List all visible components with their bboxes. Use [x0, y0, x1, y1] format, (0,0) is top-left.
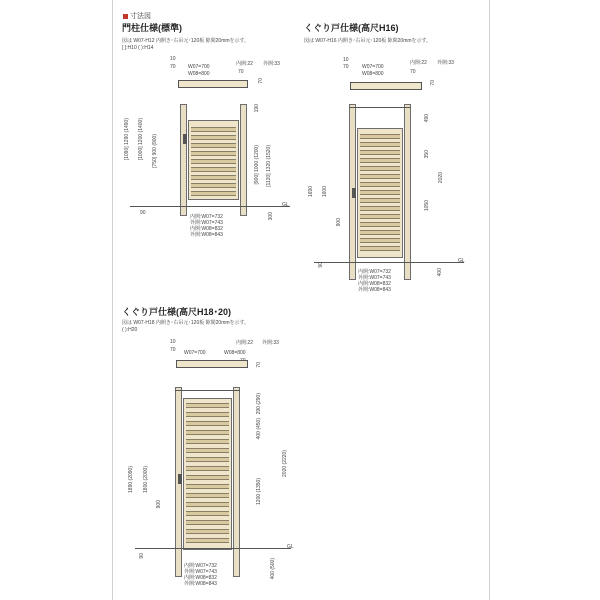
dim-left-low: 900	[336, 218, 342, 227]
dim-left-total: [1090] 1290 (1490)	[124, 118, 130, 161]
dim-left-base: 90	[139, 553, 145, 559]
gl-label: GL	[282, 202, 289, 208]
dim-left-height: 1600	[322, 186, 328, 198]
top-rail	[175, 390, 240, 391]
top-rail	[349, 107, 411, 108]
kuguri16-note: 図は W07-H16 内開き･右吊元･120板 隙間20mmを示す。	[304, 38, 432, 44]
dim-right-all: 2020	[438, 172, 444, 184]
kuguri18-note: 図は W07-H18 内開き･右吊元･120板 隙間20mmを示す。	[122, 320, 250, 326]
dim-left-total: 1890 (2090)	[128, 466, 134, 493]
dim-right-all: [1120] 1320 (1520)	[266, 145, 272, 187]
dim-left-base: 90	[140, 210, 146, 216]
gl-label: GL	[458, 258, 465, 264]
gate-panel	[188, 120, 239, 200]
handle-icon	[352, 188, 356, 198]
kuguri16-spec: 内開:W07=732 外開:W07=743 内開:W08=832 外開:W08=843	[358, 269, 391, 293]
dim-w07: W07=700	[184, 350, 206, 356]
dim-inner22: 内開:22	[236, 61, 253, 67]
top-view-gate	[350, 82, 422, 90]
dim-10: 10	[170, 56, 176, 62]
dim-outer33: 外開:33	[437, 60, 454, 66]
dim-w08: W08=800	[188, 71, 210, 77]
dim-w07: W07=700	[188, 64, 210, 70]
top-view-gate	[178, 80, 248, 88]
kuguri16-title: くぐり戸仕様(高尺H16)	[304, 23, 399, 33]
dim-left-low: 900	[156, 500, 162, 509]
dim-left-base: 90	[318, 262, 324, 268]
dim-70-right: 70	[238, 69, 244, 75]
dim-right-top: 290 (290)	[256, 393, 262, 415]
gate-panel	[357, 128, 403, 258]
dim-right-top: 190	[254, 104, 260, 113]
handle-icon	[178, 474, 182, 484]
dim-left-height: [1000] 1200 (1400)	[138, 118, 144, 161]
dim-w08: W08=800	[362, 71, 384, 77]
gl-line	[130, 206, 290, 207]
dim-right-mid: [900] 1000 (1200)	[254, 145, 260, 185]
dim-70-left: 70	[343, 64, 349, 70]
gate-panel	[183, 398, 232, 550]
kuguri18-note-h: ( ):H20	[122, 327, 138, 333]
dim-outer33: 外開:33	[263, 61, 280, 67]
standard-spec: 内開:W07=732 外開:W07=743 内開:W08=832 外開:W08=843	[190, 214, 223, 238]
gl-line	[135, 548, 291, 549]
post-left	[180, 104, 187, 216]
dim-right-bottom: 400	[437, 268, 443, 277]
dim-70-left: 70	[170, 347, 176, 353]
dim-right-mid2: 1200 (1350)	[256, 478, 262, 505]
dim-right-all: 2020 (2220)	[282, 450, 288, 477]
dim-10: 10	[343, 57, 349, 63]
kuguri18-title: くぐり戸仕様(高尺H18･20)	[122, 307, 232, 317]
dim-70-right: 70	[410, 69, 416, 75]
standard-note: 図は W07-H12 内開き･右吊元･120板 隙間20mmを示す。	[122, 38, 250, 44]
dim-left-height: 1800 (2000)	[143, 466, 149, 493]
square-bullet-icon	[123, 14, 128, 19]
standard-title: 門柱仕様(標準)	[122, 23, 182, 33]
dim-w07: W07=700	[362, 64, 384, 70]
post-right	[240, 104, 247, 216]
top-view-gate	[176, 360, 248, 368]
handle-icon	[183, 134, 187, 144]
kuguri18-spec: 内開:W07=732 外開:W07=743 内開:W08=832 外開:W08=843	[184, 563, 217, 587]
standard-note-h: [ ]:H10 ( ):H14	[122, 45, 154, 51]
gl-label: GL	[287, 544, 294, 550]
dim-70-vert: 70	[430, 80, 436, 86]
dim-left-low: [750] 900 (900)	[152, 134, 158, 168]
dim-outer33: 外開:33	[262, 340, 279, 346]
gl-line	[314, 262, 464, 263]
dim-70-vert: 70	[258, 78, 264, 84]
dim-right-mid1: 350	[424, 150, 430, 159]
dim-right-top: 490	[424, 114, 430, 123]
dim-inner22: 内開:22	[410, 60, 427, 66]
dim-w08: W08=800	[224, 350, 246, 356]
dim-right-mid2: 1050	[424, 200, 430, 212]
dim-right-bottom: 300	[268, 212, 274, 221]
dim-right-mid1: 400 (450)	[256, 418, 262, 440]
dim-70-vert: 70	[256, 362, 262, 368]
section-title: 寸法図	[123, 11, 151, 21]
dim-70-left: 70	[170, 64, 176, 70]
page-frame	[112, 0, 490, 600]
dim-left-total: 1690	[308, 186, 314, 198]
dim-right-bottom: 400 (500)	[270, 558, 276, 580]
post-right	[404, 104, 411, 280]
dim-10: 10	[170, 339, 176, 345]
dim-inner22: 内開:22	[236, 340, 253, 346]
